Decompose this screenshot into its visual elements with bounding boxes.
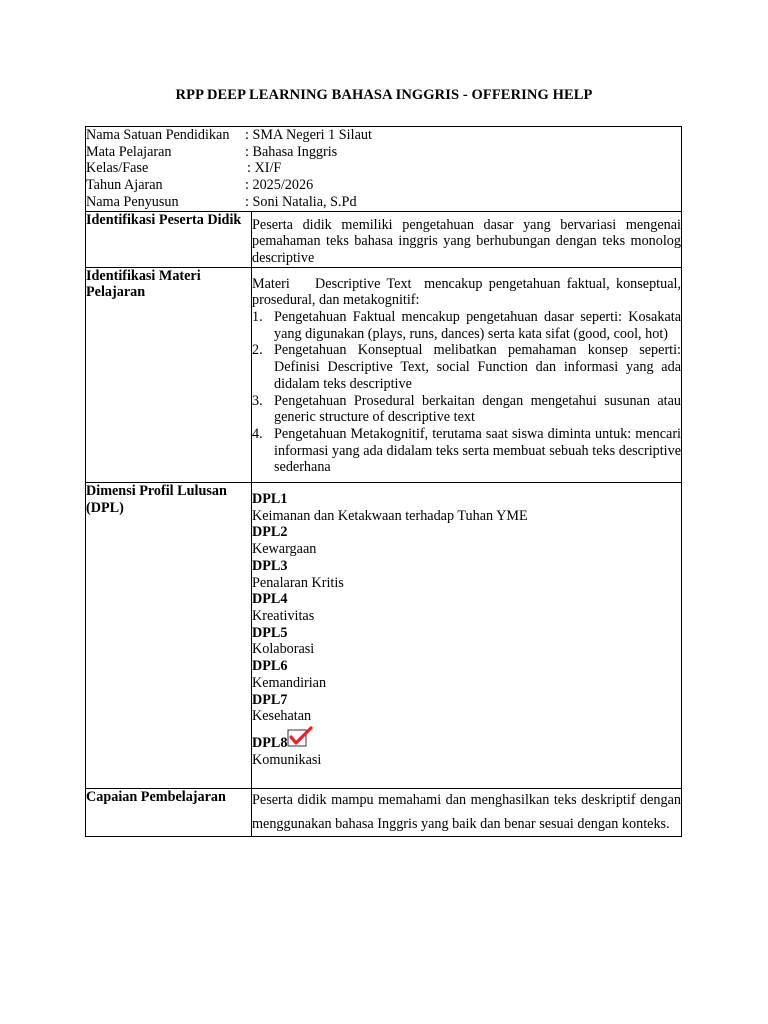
peserta-label: Identifikasi Peserta Didik — [86, 211, 252, 267]
identity-label: Mata Pelajaran — [86, 143, 172, 160]
checkbox-checked-icon — [288, 731, 310, 749]
identity-value: : XI/F — [247, 160, 282, 177]
materi-cell — [252, 267, 685, 482]
identity-cell — [86, 127, 682, 212]
materi-list — [252, 309, 681, 476]
dpl8-line — [252, 731, 681, 752]
peserta-row — [86, 211, 682, 267]
list-number: 1. — [252, 309, 263, 326]
list-item — [252, 426, 681, 476]
identity-label: Nama Penyusun — [86, 193, 179, 210]
identity-line — [86, 144, 681, 161]
dpl-code: DPL5 — [252, 624, 288, 641]
capaian-text: Peserta didik mampu memahami dan menghasilkan teks deskriptif dengan menggunakan bahasa Inggris yang baik dan benar sesuai dengan konteks. — [252, 789, 682, 837]
checkbox-checked-icon-svg — [287, 726, 313, 748]
identity-value: : Soni Natalia, S.Pd — [245, 193, 357, 210]
list-number: 4. — [252, 425, 263, 442]
list-text: Pengetahuan Metakognitif, terutama saat siswa diminta untuk: mencari informasi yang ada didalam teks serta membuat sebuah teks descriptive sederhana — [274, 425, 681, 476]
dpl-code: DPL3 — [252, 557, 288, 574]
identity-line — [86, 177, 681, 194]
dpl-desc: Kewargaan — [252, 541, 317, 558]
identity-line — [86, 160, 681, 177]
list-number: 3. — [252, 392, 263, 409]
dpl-code: DPL2 — [252, 524, 288, 541]
peserta-text: Peserta didik memiliki pengetahuan dasar yang bervariasi mengenai pemahaman teks bahasa inggris yang berhubungan dengan teks monolog descriptive — [252, 211, 682, 267]
capaian-row — [86, 789, 682, 837]
dpl-row — [86, 483, 682, 789]
identity-label: Kelas/Fase — [86, 160, 149, 177]
dpl-desc: Kesehatan — [252, 708, 312, 725]
list-text: Pengetahuan Faktual mencakup pengetahuan dasar seperti: Kosakata yang digunakan (plays, runs, dances) serta kata sifat (good, cool, hot) — [274, 309, 681, 342]
dpl-code: DPL8 — [252, 734, 288, 751]
document-title: RPP DEEP LEARNING BAHASA INGGRIS - OFFERING HELP — [175, 87, 593, 103]
dpl-code: DPL4 — [252, 591, 288, 608]
identity-line — [86, 127, 681, 144]
identity-row — [86, 127, 682, 212]
identity-line — [86, 194, 681, 211]
identity-value: : Bahasa Inggris — [245, 143, 338, 160]
dpl-label: Dimensi Profil Lulusan (DPL) — [86, 483, 252, 789]
dpl-desc: Keimanan dan Ketakwaan terhadap Tuhan YME — [252, 507, 528, 524]
dpl-desc: Kemandirian — [252, 674, 327, 691]
list-number: 2. — [252, 342, 263, 359]
dpl-cell — [252, 483, 682, 789]
list-item — [252, 309, 681, 342]
capaian-label: Capaian Pembelajaran — [86, 789, 252, 837]
dpl-code: DPL6 — [252, 658, 288, 675]
list-item — [252, 393, 681, 426]
list-text: Pengetahuan Prosedural berkaitan dengan mengetahui susunan atau generic structure of descriptive text — [274, 392, 681, 426]
materi-row — [86, 267, 682, 482]
identity-value: : 2025/2026 — [245, 177, 314, 194]
dpl-desc: Penalaran Kritis — [252, 574, 344, 591]
list-item — [252, 342, 681, 392]
identity-label: Tahun Ajaran — [86, 177, 163, 194]
dpl-code: DPL1 — [252, 491, 288, 508]
materi-label: Identifikasi Materi Pelajaran — [86, 267, 252, 482]
dpl-desc: Komunikasi — [252, 751, 322, 768]
rpp-table — [85, 126, 685, 837]
list-text: Pengetahuan Konseptual melibatkan pemahaman konsep seperti: Definisi Descriptive Text, social Function dan informasi yang ada didalam teks descriptive — [274, 342, 681, 392]
dpl-desc: Kolaborasi — [252, 641, 315, 658]
identity-label: Nama Satuan Pendidikan — [86, 127, 230, 143]
dpl-desc: Kreativitas — [252, 607, 315, 624]
materi-intro: Materi Descriptive Text mencakup pengetahuan faktual, konseptual, prosedural, dan metakognitif: — [252, 275, 685, 309]
dpl-code: DPL7 — [252, 691, 288, 708]
identity-value: : SMA Negeri 1 Silaut — [245, 127, 372, 143]
